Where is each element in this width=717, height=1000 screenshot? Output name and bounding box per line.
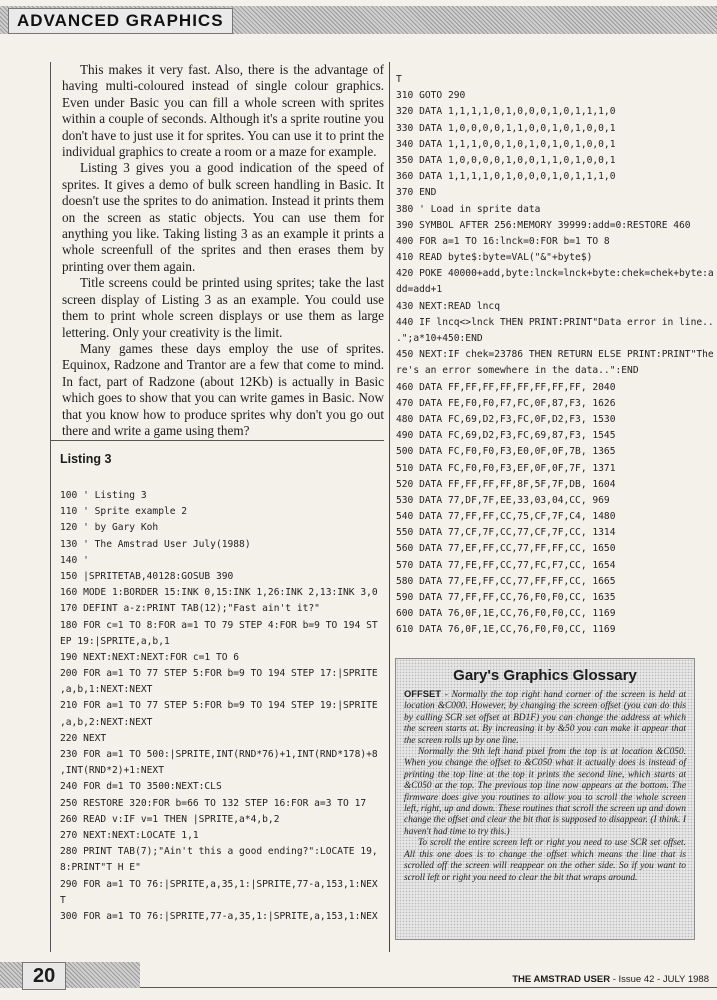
code-line: 100 ' Listing 3 <box>60 490 147 501</box>
code-line: 550 DATA 77,CF,7F,CC,77,CF,7F,CC, 1314 <box>396 527 616 539</box>
code-line: 570 DATA 77,FE,FF,CC,77,FC,F7,CC, 1654 <box>396 559 616 571</box>
code-line: 180 FOR c=1 TO 8:FOR a=1 TO 79 STEP 4:FOR b=9 TO 194 ST <box>60 619 378 631</box>
code-line: 370 END <box>396 187 437 199</box>
footer-publication <box>512 974 709 985</box>
code-line: 8:PRINT"T H E" <box>60 862 141 874</box>
code-line: 590 DATA 77,FF,FF,CC,76,F0,F0,CC, 1635 <box>396 592 616 603</box>
code-line: 520 DATA FF,FF,FF,FF,8F,5F,7F,DB, 1604 <box>396 478 616 490</box>
code-line: 250 RESTORE 320:FOR b=66 TO 132 STEP 16:FOR a=3 TO 17 <box>60 797 367 809</box>
code-line: 330 DATA 1,0,0,0,0,1,1,0,0,1,0,1,0,0,1 <box>396 122 616 134</box>
code-line: 120 ' by Gary Koh <box>60 522 159 534</box>
code-line: ,a,b,2:NEXT:NEXT <box>60 716 153 728</box>
code-line: 510 DATA FC,F0,F0,F3,EF,0F,0F,7F, 1371 <box>396 462 616 474</box>
code-line: T <box>60 894 66 906</box>
code-line: 460 DATA FF,FF,FF,FF,FF,FF,FF,FF, 2040 <box>396 381 616 393</box>
footer-rule <box>140 987 717 988</box>
code-line: 140 ' <box>60 554 89 566</box>
code-line: 150 |SPRITETAB,40128:GOSUB 390 <box>60 570 234 582</box>
glossary-box <box>395 658 695 940</box>
section-title: ADVANCED GRAPHICS <box>8 8 233 34</box>
code-line: 220 NEXT <box>60 732 107 744</box>
code-line: 400 FOR a=1 TO 16:lnck=0:FOR b=1 TO 8 <box>396 235 610 247</box>
code-line: 310 GOTO 290 <box>396 90 466 102</box>
code-line: 420 POKE 40000+add,byte:lnck=lnck+byte:chek=chek+byte:a <box>396 268 714 280</box>
code-line: 160 MODE 1:BORDER 15:INK 0,15:INK 1,26:INK 2,13:INK 3,0 <box>60 587 378 599</box>
publication-name: THE AMSTRAD USER <box>512 974 611 985</box>
code-line: 300 FOR a=1 TO 76:|SPRITE,77-a,35,1:|SPRITE,a,153,1:NEX <box>60 910 378 922</box>
listing-rule <box>50 440 384 441</box>
code-line: 600 DATA 76,0F,1E,CC,76,F0,F0,CC, 1169 <box>396 608 616 620</box>
code-line: ,a,b,1:NEXT:NEXT <box>60 684 153 696</box>
article-paragraph: Listing 3 gives you a good indication of the speed of sprites. It gives a demo of bulk screen handling in Basic. It doesn't use the sprites to do animation. Instead it prints them on the screen as static objects. You can use them for anything you like. Taking listing 3 as an example it prints a whole screenfull of the sprites and then erases them by printing over them again. <box>62 160 384 274</box>
code-line: 390 SYMBOL AFTER 256:MEMORY 39999:add=0:RESTORE 460 <box>396 219 691 231</box>
column-divider <box>389 62 390 952</box>
article-paragraph: This makes it very fast. Also, there is the advantage of having multi-coloured instead of single colour graphics. Even under Basic you can fill a whole screen with sprites within a couple of seconds. Although it's a sprite routine you don't have to just use it for sprites. You can use it to print the individual graphics to create a room or a maze for example. <box>62 62 384 160</box>
article-paragraph: Title screens could be printed using sprites; take the last screen display of Listing 3 as an example. You could use them to print whole screen displays or use them as large lettering. Only your creativity is the limit. <box>62 275 384 340</box>
left-column-rule <box>50 62 51 952</box>
article-body <box>62 62 384 439</box>
page-number: 20 <box>22 962 66 990</box>
code-line: 540 DATA 77,FF,FF,CC,75,CF,7F,C4, 1480 <box>396 511 616 523</box>
code-line: 200 FOR a=1 TO 77 STEP 5:FOR b=9 TO 194 STEP 17:|SPRITE <box>60 668 378 680</box>
code-line: 170 DEFINT a-z:PRINT TAB(12);"Fast ain't it?" <box>60 603 320 615</box>
code-line: 270 NEXT:NEXT:LOCATE 1,1 <box>60 829 199 841</box>
glossary-definition: - Normally the top right hand corner of the screen is held at location &C000. However, by changing the screen offset (you can do this by calling SCR set offset at BD1F) you can change the address at which the screen starts at. By increasing it by &50 you can make it appear that the screen rolls up by one line. <box>404 690 686 746</box>
code-line: 380 ' Load in sprite data <box>396 203 541 215</box>
code-listing-right <box>396 72 714 639</box>
code-line: dd=add+1 <box>396 284 443 296</box>
code-line: re's an error somewhere in the data..":END <box>396 365 639 377</box>
code-line: 440 IF lncq<>lnck THEN PRINT:PRINT"Data error in line.. <box>396 316 714 328</box>
glossary-paragraph: To scroll the entire screen left or right you need to use SCR set offset. All this one does is to change the offset which means the line that is scrolled off the screen will reappear on the other side. So if you want to scroll left or right you need to clear the bit that wraps around. <box>404 838 686 883</box>
code-line: 410 READ byte$:byte=VAL("&"+byte$) <box>396 252 593 264</box>
code-line: 210 FOR a=1 TO 77 STEP 5:FOR b=9 TO 194 STEP 19:|SPRITE <box>60 700 378 712</box>
code-line: ,INT(RND*2)+1:NEXT <box>60 765 164 777</box>
code-line: EP 19:|SPRITE,a,b,1 <box>60 635 170 647</box>
glossary-paragraph <box>404 688 686 747</box>
code-line: 450 NEXT:IF chek=23786 THEN RETURN ELSE PRINT:PRINT"The <box>396 349 714 361</box>
listing-title: Listing 3 <box>60 452 112 466</box>
code-listing-left <box>60 488 385 925</box>
code-line: 340 DATA 1,1,1,0,0,1,0,1,0,1,0,1,0,0,1 <box>396 138 616 150</box>
code-line: .";a*10+450:END <box>396 333 483 344</box>
code-line: 530 DATA 77,DF,7F,EE,33,03,04,CC, 969 <box>396 494 610 506</box>
code-line: 130 ' The Amstrad User July(1988) <box>60 538 251 550</box>
code-line: 320 DATA 1,1,1,1,0,1,0,0,0,1,0,1,1,1,0 <box>396 106 616 118</box>
code-line: 290 FOR a=1 TO 76:|SPRITE,a,35,1:|SPRITE,77-a,153,1:NEX <box>60 878 378 890</box>
code-line: 110 ' Sprite example 2 <box>60 506 188 518</box>
code-line: T <box>396 74 402 85</box>
code-line: 260 READ v:IF v=1 THEN |SPRITE,a*4,b,2 <box>60 813 280 825</box>
footer-band <box>0 962 140 988</box>
code-line: 480 DATA FC,69,D2,F3,FC,0F,D2,F3, 1530 <box>396 413 616 425</box>
code-line: 360 DATA 1,1,1,1,0,1,0,0,0,1,0,1,1,1,0 <box>396 171 616 183</box>
glossary-term: OFFSET <box>404 688 441 699</box>
code-line: 490 DATA FC,69,D2,F3,FC,69,87,F3, 1545 <box>396 430 616 442</box>
code-line: 240 FOR d=1 TO 3500:NEXT:CLS <box>60 781 222 793</box>
glossary-title: Gary's Graphics Glossary <box>453 667 637 684</box>
code-line: 580 DATA 77,FE,FF,CC,77,FF,FF,CC, 1665 <box>396 575 616 587</box>
code-line: 610 DATA 76,0F,1E,CC,76,F0,F0,CC, 1169 <box>396 624 616 636</box>
code-line: 500 DATA FC,F0,F0,F3,E0,0F,0F,7B, 1365 <box>396 446 616 458</box>
code-line: 470 DATA FE,F0,F0,F7,FC,0F,87,F3, 1626 <box>396 397 616 409</box>
code-line: 350 DATA 1,0,0,0,0,1,0,0,1,1,0,1,0,0,1 <box>396 154 616 166</box>
code-line: 230 FOR a=1 TO 500:|SPRITE,INT(RND*76)+1,INT(RND*178)+8 <box>60 749 378 760</box>
issue-info: - Issue 42 - JULY 1988 <box>610 974 709 985</box>
article-paragraph: Many games these days employ the use of sprites. Equinox, Radzone and Trantor are a few that come to mind. In fact, part of Radzone (about 12Kb) is actually in Basic which goes to show that you can write games in Basic. Now that you know how to produce sprites why don't you go out there and write a game using them? <box>62 340 384 438</box>
code-line: 560 DATA 77,EF,FF,CC,77,FF,FF,CC, 1650 <box>396 543 616 555</box>
code-line: 190 NEXT:NEXT:NEXT:FOR c=1 TO 6 <box>60 651 240 663</box>
glossary-paragraph: Normally the 9th left hand pixel from the top is at location &C050. When you change the offset to &C050 what it actually does is instead of printing the top line at the top it prints the second line, which starts at &C050 at the top. The previous top line now appears at the bottom. The firmware does give you routines to allow you to scroll the whole screen left, right, up and down. These routines that scroll the screen up and down change the offset and clear the bit that is supposed to disappear. (I think. I haven't had time to try this.) <box>404 747 686 837</box>
code-line: 430 NEXT:READ lncq <box>396 300 500 312</box>
code-line: 280 PRINT TAB(7);"Ain't this a good ending?":LOCATE 19, <box>60 846 378 858</box>
